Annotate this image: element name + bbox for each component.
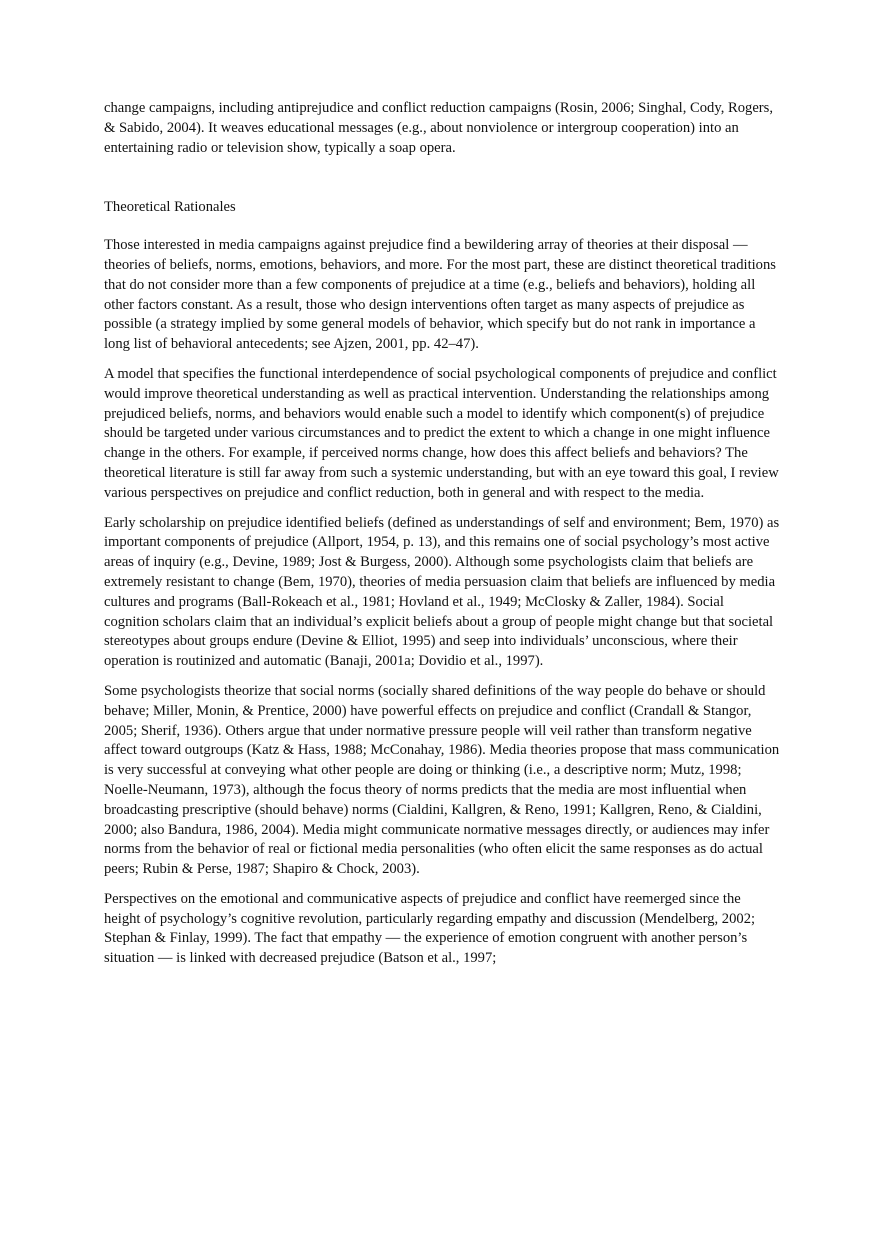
page-body xyxy=(104,99,780,979)
paragraph-emotion-communication: Perspectives on the emotional and communicative aspects of prejudice and conflict have reemerged since the height of psychology’s cognitive revolution, particularly regarding empathy and discussion (Mendelberg, 2002; Stephan & Finlay, 1999). The fact that empathy — the experience of emotion congruent with another person’s situation — is linked with decreased prejudice (Batson et al., 1997; xyxy=(104,890,756,967)
paragraph-functional-model: A model that specifies the functional interdependence of social psychological components of prejudice and conflict would improve theoretical understanding as well as practical intervention. Understanding the relationships among prejudiced beliefs, norms, and behaviors would enable such a model to identify which component(s) of prejudice should be targeted under various circumstances and to predict the extent to which a change in one might influence change in the others. For example, if perceived norms change, how does this affect beliefs and behaviors? The theoretical literature is still far away from such a systemic understanding, but with an eye toward this goal, I review various perspectives on prejudice and conflict reduction, both in general and with respect to the media. xyxy=(104,365,779,501)
section-heading: Theoretical Rationales xyxy=(104,199,236,216)
intro-paragraph: change campaigns, including antiprejudice and conflict reduction campaigns (Rosin, 2006; Singhal, Cody, Rogers, & Sabido, 2004). It weaves educational messages (e.g., about nonviolence or intergroup cooperation) into an entertaining radio or television show, typically a soap opera. xyxy=(104,100,773,156)
paragraph-theories-overview: Those interested in media campaigns against prejudice find a bewildering array of theories at their disposal — theories of beliefs, norms, emotions, behaviors, and more. For the most part, these are distinct theoretical traditions that do not consider more than a few components of prejudice at a time (e.g., beliefs and behaviors), holding all other factors constant. As a result, those who design interventions often target as many aspects of prejudice as possible (a strategy implied by some general models of behavior, which specify but do not rank in importance a long list of behavioral antecedents; see Ajzen, 2001, pp. 42–47). xyxy=(104,237,776,353)
paragraph-beliefs: Early scholarship on prejudice identified beliefs (defined as understandings of self and environment; Bem, 1970) as important components of prejudice (Allport, 1954, p. 13), and this remains one of social psychology’s most active areas of inquiry (e.g., Devine, 1989; Jost & Burgess, 2000). Although some psychologists claim that beliefs are extremely resistant to change (Bem, 1970), theories of media persuasion claim that beliefs are influenced by media cultures and programs (Ball-Rokeach et al., 1981; Hovland et al., 1949; McClosky & Zaller, 1984). Social cognition scholars claim that an individual’s explicit beliefs about a group of people might change but that societal stereotypes about groups endure (Devine & Elliot, 1995) and seep into individuals’ unconscious, where their operation is routinized and automatic (Banaji, 2001a; Dovidio et al., 1997). xyxy=(104,514,780,670)
paragraph-social-norms: Some psychologists theorize that social norms (socially shared definitions of the way people do behave or should behave; Miller, Monin, & Prentice, 2000) have powerful effects on prejudice and conflict (Crandall & Stangor, 2005; Sherif, 1936). Others argue that under normative pressure people will veil rather than transform negative affect toward outgroups (Katz & Hass, 1988; McConahay, 1986). Media theories propose that mass communication is very successful at conveying what other people are doing or thinking (i.e., a descriptive norm; Mutz, 1998; Noelle-Neumann, 1973), although the focus theory of norms predicts that the media are most influential when broadcasting prescriptive (should behave) norms (Cialdini, Kallgren, & Reno, 1991; Kallgren, Reno, & Cialdini, 2000; also Bandura, 1986, 2004). Media might communicate normative messages directly, or audiences may infer norms from the behavior of real or fictional media personalities (who often elicit the same responses as do actual peers; Rubin & Perse, 1987; Shapiro & Chock, 2003). xyxy=(104,682,780,878)
